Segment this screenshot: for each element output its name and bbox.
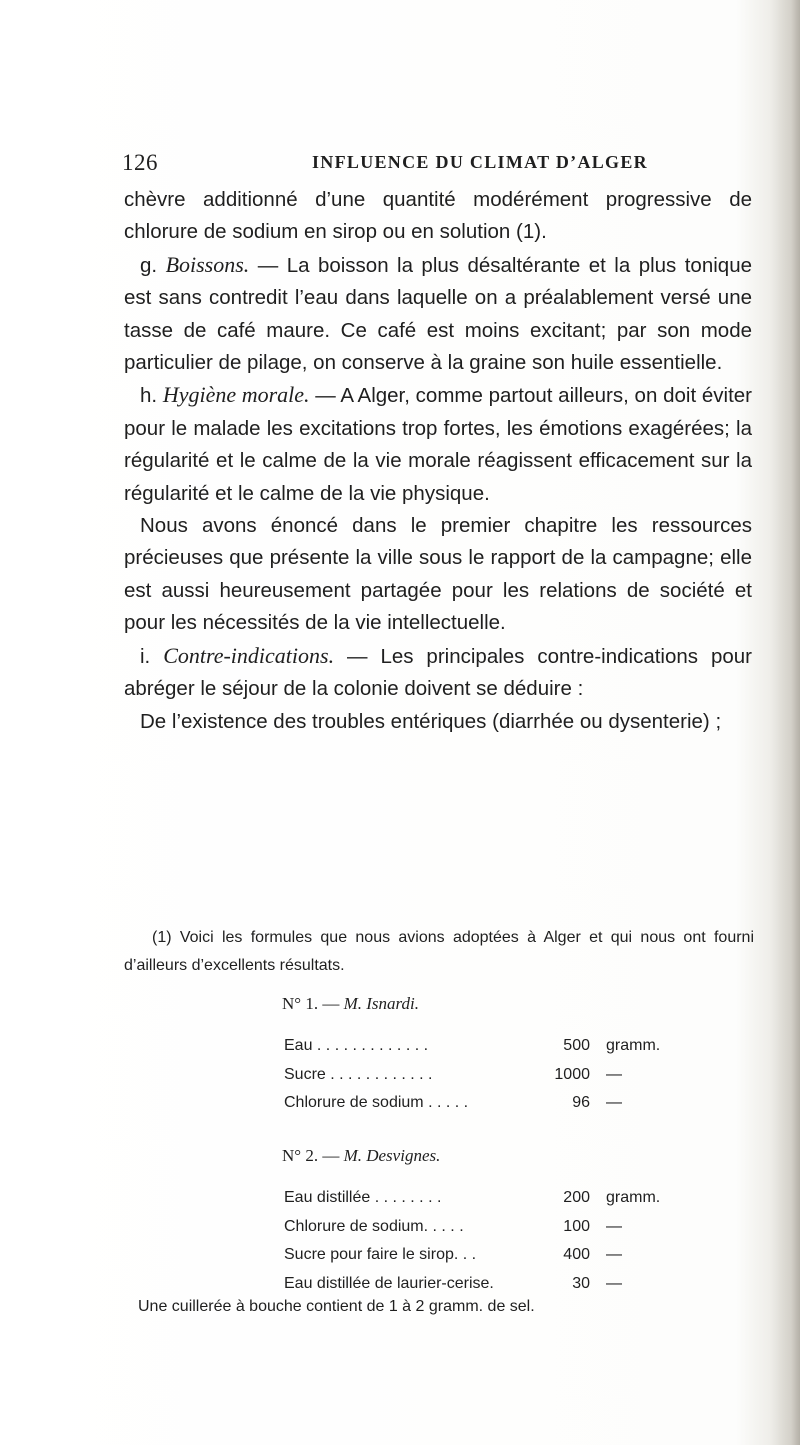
main-text bbox=[124, 184, 752, 738]
ingredient-list bbox=[284, 1184, 784, 1298]
section-title-boissons: Boissons. bbox=[165, 251, 250, 277]
footnote bbox=[124, 924, 754, 1292]
ingredient-quantity: 96 bbox=[572, 1094, 590, 1111]
section-letter-h: h. bbox=[140, 384, 158, 408]
recipe-number: N° 1. bbox=[282, 994, 319, 1013]
ingredient-name: Sucre pour faire le sirop. . . bbox=[284, 1246, 477, 1263]
footnote-closing: Une cuillerée à bouche contient de 1 à 2 gramm. de sel. bbox=[138, 1298, 535, 1315]
paragraph-ressources: Nous avons énoncé dans le premier chapitre les ressources précieuses que présente la ville sous le rapport de la campagne; elle est aussi heureusement partagée pour les relations de société et pour les nécessités de la vie intellectuelle. bbox=[124, 514, 752, 635]
paragraph-troubles: De l’existence des troubles entériques (diarrhée ou dysenterie) ; bbox=[140, 709, 722, 733]
ingredient-row bbox=[284, 1213, 784, 1242]
ingredient-name: Chlorure de sodium. . . . . bbox=[284, 1217, 464, 1235]
paragraph-boissons bbox=[124, 249, 752, 380]
section-letter-g: g. bbox=[140, 253, 158, 277]
ingredient-unit: — bbox=[606, 1274, 622, 1292]
recipe-author: M. Isnardi. bbox=[343, 994, 419, 1013]
ingredient-quantity: 1000 bbox=[554, 1065, 590, 1083]
ingredient-unit: — bbox=[606, 1094, 622, 1111]
footnote-intro: (1) Voici les formules que nous avions adoptées à Alger et qui nous ont fourni d’ailleurs d’excellents résultats. bbox=[124, 929, 754, 974]
recipe-dash: — bbox=[322, 1146, 340, 1165]
boissons-text: — La boisson la plus désaltérante et la plus tonique est sans contredit l’eau dans laquelle on a préalablement versé une tasse de café maure. Ce café est moins excitant; par son mode particulier de pilage, on conserve à la graine son huile essentielle. bbox=[124, 253, 752, 375]
ingredient-quantity: 200 bbox=[563, 1189, 590, 1206]
section-letter-i: i. bbox=[140, 644, 151, 668]
recipe-title bbox=[282, 1142, 440, 1170]
ingredient-quantity: 500 bbox=[563, 1037, 590, 1054]
ingredient-row bbox=[284, 1089, 784, 1118]
ingredient-row bbox=[284, 1061, 784, 1090]
recipe-title bbox=[282, 990, 419, 1018]
ingredient-name: Chlorure de sodium . . . . . bbox=[284, 1094, 469, 1111]
ingredient-name: Eau distillée de laurier-cerise. bbox=[284, 1274, 494, 1292]
recipe-author: M. Desvignes. bbox=[343, 1146, 441, 1165]
section-title-hygiene: Hygiène morale. bbox=[162, 382, 310, 408]
contre-indications-text: — Les principales contre-indications pour abréger le séjour de la colonie doivent se déduire : bbox=[124, 644, 752, 701]
ingredient-name: Eau distillée . . . . . . . . bbox=[284, 1189, 442, 1206]
page-number: 126 bbox=[122, 150, 158, 175]
paragraph-contre-indications bbox=[124, 640, 752, 706]
ingredient-name: Sucre . . . . . . . . . . . . bbox=[284, 1065, 433, 1083]
running-head bbox=[122, 150, 667, 180]
ingredient-unit: gramm. bbox=[606, 1037, 661, 1054]
hygiene-text: — A Alger, comme partout ailleurs, on doit éviter pour le malade les excitations trop fortes, les émotions exagérées; la régularité et le calme de la vie morale réagissent efficacement sur la régularité et le calme de la vie physique. bbox=[124, 384, 753, 505]
ingredient-unit: gramm. bbox=[606, 1189, 661, 1206]
recipe-dash: — bbox=[322, 994, 340, 1013]
ingredient-row bbox=[284, 1184, 784, 1213]
ingredient-unit: — bbox=[606, 1246, 622, 1263]
paragraph-continuation: chèvre additionné d’une quantité modérément progressive de chlorure de sodium en sirop ou en solution (1). bbox=[124, 188, 752, 244]
paragraph-hygiene bbox=[124, 379, 752, 510]
ingredient-unit: — bbox=[606, 1217, 622, 1235]
ingredient-quantity: 400 bbox=[563, 1246, 590, 1263]
running-title: INFLUENCE DU CLIMAT D’ALGER bbox=[312, 152, 648, 172]
recipe-number: N° 2. bbox=[282, 1146, 319, 1165]
ingredient-list bbox=[284, 1032, 784, 1118]
ingredient-name: Eau . . . . . . . . . . . . . bbox=[284, 1037, 429, 1054]
ingredient-quantity: 100 bbox=[563, 1217, 590, 1235]
ingredient-row bbox=[284, 1270, 784, 1299]
ingredient-unit: — bbox=[606, 1065, 622, 1083]
section-title-contre-indications: Contre-indications. bbox=[163, 642, 335, 668]
ingredient-quantity: 30 bbox=[572, 1274, 590, 1292]
ingredient-row bbox=[284, 1032, 784, 1061]
ingredient-row bbox=[284, 1241, 784, 1270]
